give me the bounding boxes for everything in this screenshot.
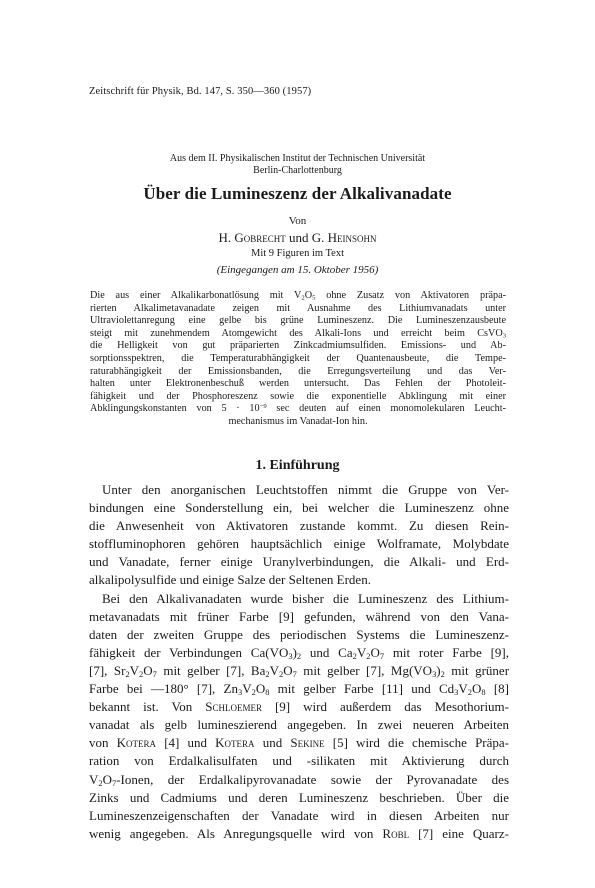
body-line: Zinks und Cadmiums und deren Lumineszenz beschrieben. Über die	[89, 789, 509, 805]
body-line: [7], $Sr_2V_2O_7$ mit gelber [7], $Ba_2V_2O_7$ mit gelber [7], $Mg(VO_3)_2$ mit grüner	[89, 662, 510, 680]
body-line: Lumineszenzeigenschaften der Vanadate wird in diesen Arbeiten nur	[89, 807, 509, 823]
author-gobrecht: H. Gobrecht	[218, 230, 286, 245]
figure-count: Mit 9 Figuren im Text	[251, 248, 344, 259]
abstract-line: steigt mit zunehmendem Atomgewicht des Alkali-Ions und erreicht beim CsVO$_3$	[90, 327, 506, 340]
body-line: fähigkeit der Verbindungen $Ca(VO_3)_2$ und $Ca_2V_2O_7$ mit roter Farbe [9],	[89, 644, 509, 661]
abstract-line: Die aus einer Alkalikarbonatlösung mit $V_2O_5$ ohne Zusatz von Aktivatoren präpa-	[90, 290, 506, 302]
received-date: (Eingegangen am 15. Oktober 1956)	[216, 264, 379, 276]
body-line: Farbe bei —180° [7], $Zn_3V_2O_8$ mit gelber Farbe [11] und $Cd_3V_2O_8$ [8]	[89, 681, 509, 698]
abstract	[90, 290, 506, 429]
body-line: vanadat als gelb lumineszierend angegeben. In zwei neueren Arbeiten	[89, 717, 509, 733]
body-text	[89, 481, 509, 843]
abstract-line: fähigkeit und der Phosphoreszenz sowie die exponentielle Abklingung mit einer	[90, 390, 506, 402]
body-line: stoffluminophoren gehören hauptsächlich einige Wolframate, Molybdate	[89, 536, 509, 552]
body-line: Bei den Alkalivanadaten wurde bisher die Lumineszenz des Lithium-	[102, 590, 509, 606]
body-line: die Anwesenheit von Aktivatoren zustande kommt. Zu diesen Rein-	[89, 518, 509, 534]
author-ref-kotera: Kotera	[215, 735, 255, 751]
section-heading: 1. Einführung	[255, 458, 340, 473]
body-line: alkalipolysulfide und einige Salze der Seltenen Erden.	[89, 572, 371, 588]
body-line: bindungen eine Sonderstellung ein, bei welcher die Lumineszenz ohne	[89, 500, 509, 516]
author-ref-robl: Robl	[382, 825, 410, 841]
institution-line-2: Berlin-Charlottenburg	[253, 165, 342, 176]
abstract-line: raturabhängigkeit der Emissionsbanden, die Erregungsverteilung und das Ver-	[90, 365, 506, 377]
body-line: wenig angegeben. Als Anregungsquelle wird von Robl [7] eine Quarz-	[89, 825, 509, 841]
abstract-line: Ultraviolettanregung eine gelbe bis grüne Lumineszenz. Die Lumineszenzausbeute	[90, 315, 506, 327]
author-conjunction: und	[289, 230, 309, 245]
body-line: Unter den anorganischen Leuchtstoffen nimmt die Gruppe von Ver-	[102, 482, 509, 497]
institution-line-1: Aus dem II. Physikalischen Institut der Technischen Universität	[169, 153, 426, 164]
body-line: $V_2O_7$-Ionen, der Erdalkalipyrovanadate sowie der Pyrovanadate des	[89, 771, 509, 788]
body-line: und Vanadate, ferner einige Uranylverbindungen, die Alkali- und Erd-	[89, 554, 509, 570]
abstract-line: rierten Alkalimetavanadate zeigen mit Ausnahme des Lithiumvanadats unter	[90, 302, 506, 314]
abstract-line: mechanismus im Vanadat-Ion hin.	[228, 415, 368, 427]
body-line: daten der zweiten Gruppe des periodischen Systems die Lumineszenz-	[89, 626, 509, 642]
body-line: von Kotera [4] und Kotera und Sekine [5] wird die chemische Präpa-	[89, 735, 509, 751]
author-ref-kotera: Kotera	[116, 735, 157, 751]
abstract-line: sorptionsspektren, die Temperaturabhängigkeit der Quantenausbeute, die Tempe-	[90, 352, 506, 364]
body-line: metavanadats mit früner Farbe [9] gefunden, während von den Vana-	[89, 608, 509, 624]
byline-von: Von	[288, 215, 307, 227]
abstract-line: halten unter Elektronenbeschuß werden untersucht. Das Fehlen der Photoleit-	[90, 378, 506, 390]
author-heinsohn: G. Heinsohn	[311, 230, 377, 245]
author-ref-schloemer: Schloemer	[205, 699, 262, 715]
body-line: bekannt ist. Von Schloemer [9] wird außerdem das Mesothorium-	[89, 699, 509, 715]
journal-citation: Zeitschrift für Physik, Bd. 147, S. 350—360 (1957)	[89, 86, 312, 97]
body-line: ration von Erdalkalisulfaten und -silikaten mit Aktivierung durch	[89, 753, 509, 769]
paper-title: Über die Lumineszenz der Alkalivanadate	[143, 184, 452, 203]
authors	[60, 230, 535, 246]
abstract-line: Abklingungskonstanten von $5 \cdot 10^{-9}$ sec deuten auf einen monomolekularen Leucht-	[90, 403, 506, 415]
author-ref-sekine: Sekine	[290, 735, 325, 751]
abstract-line: die Helligkeit von gut präparierten Zinkcadmiumsulfiden. Emissions- und Ab-	[90, 340, 506, 352]
